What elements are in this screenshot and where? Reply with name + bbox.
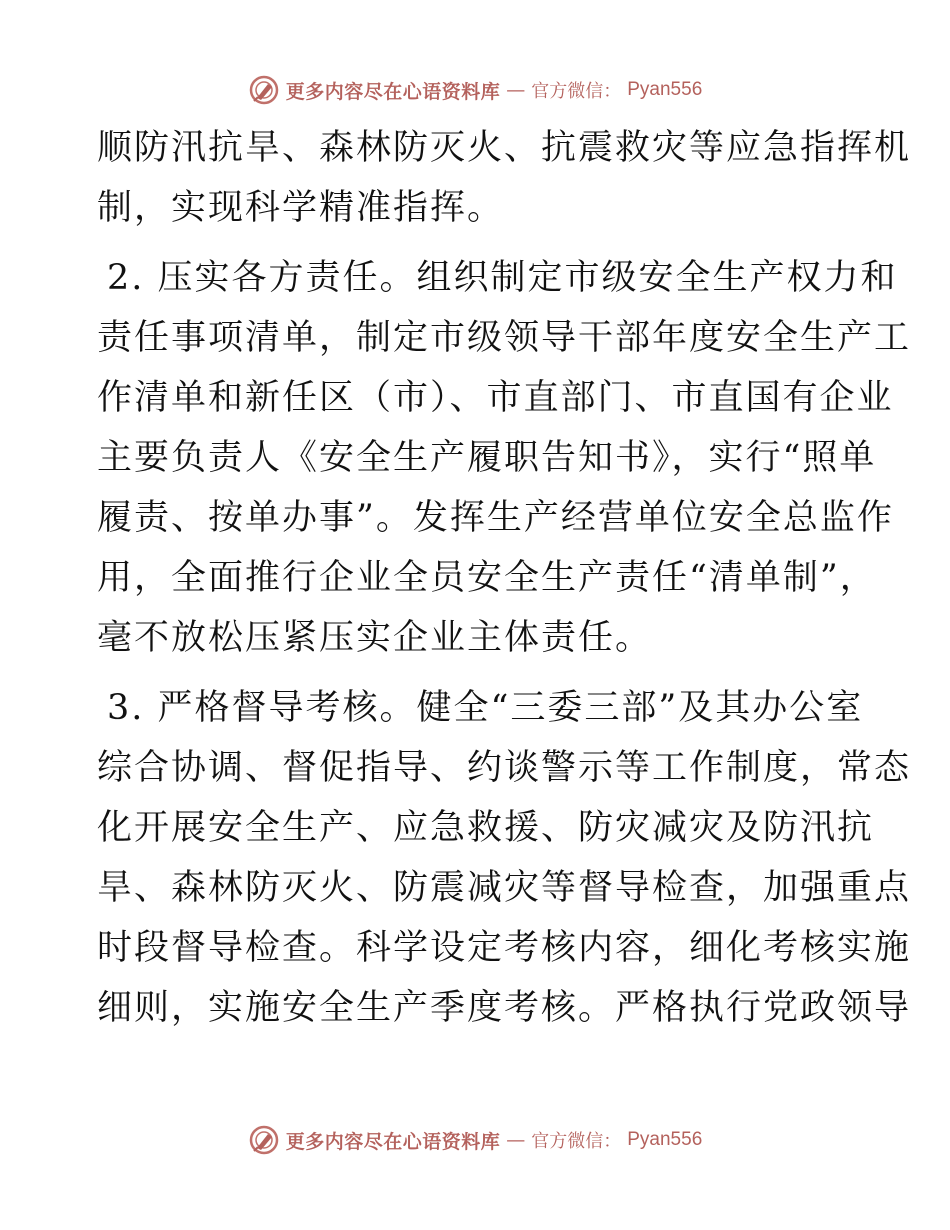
text-line: 化开展安全生产、应急救援、防灾减灾及防汛抗 [97,808,875,848]
watermark-brand: 更多内容尽在心语资料库 [285,1130,501,1153]
text-line: 顺防汛抗旱、森林防灭火、抗震救灾等应急指挥机 [97,128,912,168]
pen-nib-circle-icon [248,74,280,106]
text-line: 细则，实施安全生产季度考核。严格执行党政领导 [97,988,912,1028]
watermark-banner-bottom [0,1120,950,1160]
watermark-brand: 更多内容尽在心语资料库 [285,80,501,103]
paragraph-press-responsibility [97,248,912,668]
watermark-banner-top [0,70,950,110]
paragraph-heading-line: 2. 压实各方责任。组织制定市级安全生产权力和 [107,258,898,298]
pen-nib-circle-icon [248,1124,280,1156]
watermark-separator: — [506,1129,526,1151]
watermark-contact-label: 官方微信： [531,81,622,102]
text-line: 作清单和新任区（市）、市直部门、市直国有企业 [97,378,894,418]
document-body [97,118,912,1038]
paragraph-intro [97,118,912,238]
watermark-contact-id: Pyan556 [627,79,703,100]
text-line: 毫不放松压紧压实企业主体责任。 [97,618,653,658]
text-line: 履责、按单办事”。发挥生产经营单位安全总监作 [97,498,894,538]
watermark-contact-id: Pyan556 [627,1129,703,1150]
text-line: 责任事项清单，制定市级领导干部年度安全生产工 [97,318,912,358]
paragraph-strict-supervision [97,678,912,1038]
text-line: 制，实现科学精准指挥。 [97,188,505,228]
watermark-separator: — [506,79,526,101]
paragraph-heading-line: 3. 严格督导考核。健全“三委三部”及其办公室 [107,688,864,728]
text-line: 旱、森林防灭火、防震减灾等督导检查，加强重点 [97,868,912,908]
watermark-contact-label: 官方微信： [531,1131,622,1152]
text-line: 时段督导检查。科学设定考核内容，细化考核实施 [97,928,912,968]
text-line: 用，全面推行企业全员安全生产责任“清单制”， [97,558,877,598]
text-line: 综合协调、督促指导、约谈警示等工作制度，常态 [97,748,912,788]
text-line: 主要负责人《安全生产履职告知书》，实行“照单 [97,438,877,478]
